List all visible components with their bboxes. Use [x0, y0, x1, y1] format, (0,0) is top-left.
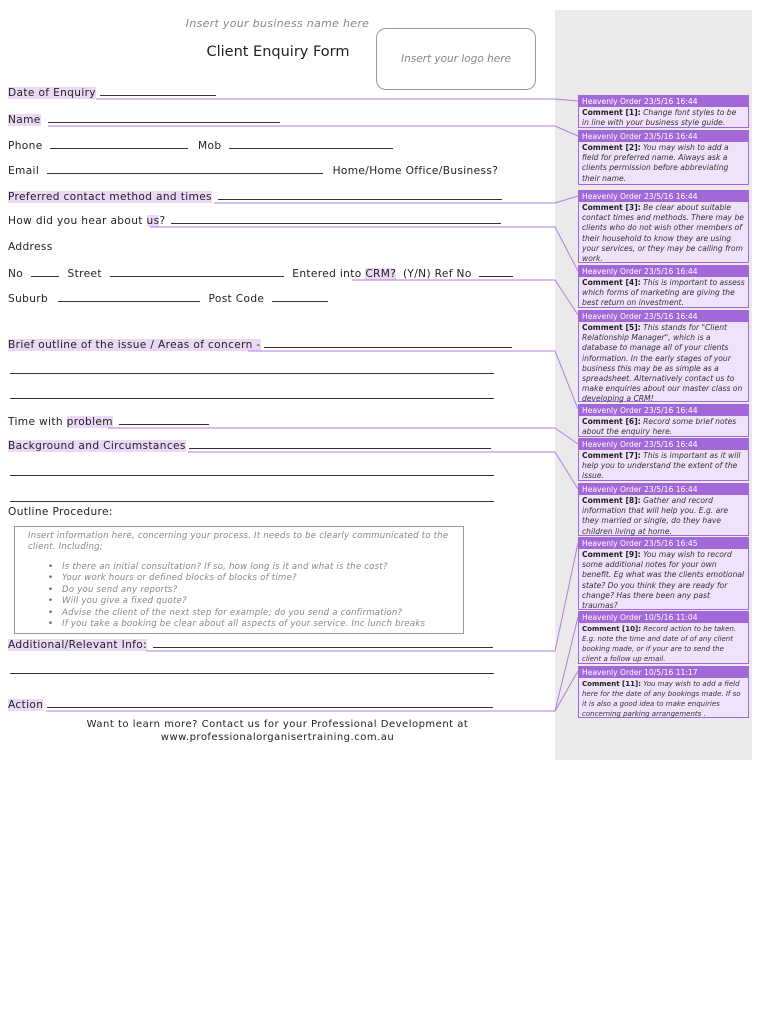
comment-6[interactable]: [578, 404, 749, 437]
background-label: Background and Circumstances: [8, 440, 186, 452]
hear-about-label: How did you hear about: [8, 215, 147, 227]
instruction-item: • Your work hours or defined blocks of blocks of time?: [62, 573, 455, 584]
comment-10[interactable]: [578, 611, 749, 664]
street-label: Street: [67, 268, 102, 280]
comment-5[interactable]: [578, 310, 749, 402]
suburb-label: Suburb: [8, 293, 49, 305]
comment-label: Comment [8]:: [582, 496, 641, 505]
additional-info-row: [8, 637, 493, 652]
phone-label: Phone: [8, 140, 43, 152]
comment-label: Comment [3]:: [582, 203, 641, 212]
form-title: Client Enquiry Form: [206, 44, 350, 60]
mob-label: Mob: [198, 140, 222, 152]
comment-2[interactable]: [578, 130, 749, 185]
comment-header: Heavenly Order 23/5/16 16:44: [579, 405, 748, 416]
name-row: [8, 112, 280, 127]
comment-header: Heavenly Order 23/5/16 16:44: [579, 439, 748, 450]
street-field[interactable]: [110, 266, 284, 277]
comment-4[interactable]: [578, 265, 749, 308]
email-type-label: Home/Home Office/Business?: [332, 165, 499, 177]
comment-3[interactable]: [578, 190, 749, 263]
comment-label: Comment [11]:: [582, 680, 641, 688]
logo-placeholder-text: Insert your logo here: [400, 53, 512, 65]
date-of-enquiry-label: Date of Enquiry: [8, 87, 96, 99]
procedure-instructions-box[interactable]: [14, 526, 464, 634]
comment-11[interactable]: [578, 666, 749, 718]
preferred-contact-field[interactable]: [218, 189, 502, 200]
comment-header: Heavenly Order 23/5/16 16:44: [579, 266, 748, 277]
comment-label: Comment [2]:: [582, 143, 641, 152]
business-name-placeholder: Insert your business name here: [185, 17, 370, 30]
comment-header: Heavenly Order 23/5/16 16:44: [579, 311, 748, 322]
instructions-list: [28, 562, 455, 630]
crm-highlight: CRM?: [365, 268, 397, 280]
comment-label: Comment [1]:: [582, 108, 641, 117]
email-row: [8, 163, 498, 178]
additional-info-label: Additional/Relevant Info:: [8, 639, 147, 651]
additional-info-line-2[interactable]: [10, 673, 494, 674]
suburb-field[interactable]: [58, 291, 200, 302]
comment-text: Be clear about suitable contact times and methods. There may be clients who do not wish other members of their household to know they are using your services, or they may be calling from work.: [582, 203, 744, 264]
suburb-row: [8, 291, 328, 306]
instruction-item: • If you take a booking be clear about all aspects of your service. Inc lunch breaks: [62, 619, 455, 630]
yn-ref-label: (Y/N) Ref No: [402, 268, 472, 280]
address-label: Address: [8, 241, 53, 253]
background-row: [8, 438, 491, 453]
background-field[interactable]: [189, 438, 491, 449]
preferred-contact-row: [8, 189, 502, 204]
preferred-contact-label: Preferred contact method and times: [8, 191, 212, 203]
brief-outline-field[interactable]: [264, 337, 512, 348]
background-line-2[interactable]: [10, 475, 494, 476]
comment-text: This stands for "Client Relationship Manager", which is a database to manage all of your clients information. In the early stages of your business this may be as simple as a spreadsheet. Alternatively contact us to make enquiries about our master class on developing a CRM!: [582, 323, 743, 404]
action-row: [8, 697, 493, 712]
footer: [0, 718, 555, 744]
address-row: [8, 266, 513, 281]
instruction-item: • Advise the client of the next step for example; do you send a confirmation?: [62, 608, 455, 619]
time-with-problem-field[interactable]: [119, 414, 209, 425]
comment-header: Heavenly Order 23/5/16 16:44: [579, 131, 748, 142]
instructions-intro: Insert information here, concerning your process. It needs to be clearly communicated to the client. Including;: [28, 531, 449, 552]
comment-text: You may wish to add a field for preferred name. Always ask a clients permission before abbreviating their name.: [582, 143, 729, 183]
comment-1[interactable]: [578, 95, 749, 128]
comment-header: Heavenly Order 10/5/16 11:17: [579, 667, 748, 678]
email-label: Email: [8, 165, 40, 177]
street-no-field[interactable]: [31, 266, 59, 277]
comment-7[interactable]: [578, 438, 749, 481]
logo-placeholder: [376, 28, 536, 90]
instruction-item: • Is there an initial consultation? If so, how long is it and what is the cost?: [62, 562, 455, 573]
comment-header: Heavenly Order 23/5/16 16:44: [579, 96, 748, 107]
comment-text: This is important as it will help you to understand the extent of the issue.: [582, 451, 741, 481]
date-of-enquiry-field[interactable]: [100, 85, 216, 96]
comment-header: Heavenly Order 23/5/16 16:45: [579, 538, 748, 549]
comment-text: You may wish to add a field here for the date of any bookings made. If so it is also a good idea to make enquiries concerning parking arrangements .: [582, 680, 741, 718]
background-line-3[interactable]: [10, 501, 494, 502]
postcode-field[interactable]: [272, 291, 328, 302]
additional-info-field[interactable]: [153, 637, 493, 648]
instruction-item: • Will you give a fixed quote?: [62, 596, 455, 607]
problem-highlight: problem: [66, 416, 113, 428]
comment-8[interactable]: [578, 483, 749, 536]
brief-outline-label: Brief outline of the issue / Areas of concern -: [8, 339, 261, 351]
comment-text: Record action to be taken. E.g. note the time and date of of any client booking made, or if your are to send the client a follow up email.: [582, 625, 737, 663]
brief-outline-row: [8, 337, 512, 352]
comment-header: Heavenly Order 23/5/16 16:44: [579, 484, 748, 495]
hear-about-qmark: ?: [159, 215, 166, 227]
comment-label: Comment [4]:: [582, 278, 641, 287]
comment-label: Comment [10]:: [582, 625, 641, 633]
email-field[interactable]: [47, 163, 323, 174]
entered-into-label: Entered into: [292, 268, 366, 280]
time-with-label: Time with: [8, 416, 67, 428]
ref-no-field[interactable]: [479, 266, 513, 277]
phone-row: [8, 138, 393, 153]
name-label: Name: [8, 114, 41, 126]
brief-outline-line-2[interactable]: [10, 373, 494, 374]
comment-text: Change font styles to be in line with your business style guide.: [582, 108, 737, 128]
hear-about-row: [8, 213, 501, 228]
comment-text: Record some brief notes about the enquiry here.: [582, 417, 737, 437]
hear-about-us-highlight: us: [146, 215, 160, 227]
outline-procedure-label: Outline Procedure:: [8, 506, 113, 518]
comment-text: This is important to assess which forms of marketing are giving the best return on investment.: [582, 278, 745, 308]
time-with-problem-row: [8, 414, 209, 429]
comment-header: Heavenly Order 10/5/16 11:04: [579, 612, 748, 623]
action-field[interactable]: [47, 697, 493, 708]
instruction-item: • Do you send any reports?: [62, 585, 455, 596]
footer-contact-text: Want to learn more? Contact us for your Professional Development at: [86, 719, 469, 730]
mob-field[interactable]: [229, 138, 393, 149]
date-of-enquiry-row: [8, 85, 216, 100]
comment-9[interactable]: [578, 537, 749, 610]
footer-website-link[interactable]: www.professionalorganisertraining.com.au: [160, 732, 395, 743]
action-label: Action: [8, 699, 44, 711]
comment-label: Comment [7]:: [582, 451, 641, 460]
comment-header: Heavenly Order 23/5/16 16:44: [579, 191, 748, 202]
comment-text: You may wish to record some additional notes for your own benefit. Eg what was the clients emotional state? Do you think they are ready for change? Has there been any past traumas?: [582, 550, 745, 611]
comment-text: Gather and record information that will help you. E.g. are they married or single, do they have children living at home.: [582, 496, 729, 536]
comment-label: Comment [5]:: [582, 323, 641, 332]
phone-field[interactable]: [50, 138, 188, 149]
brief-outline-line-3[interactable]: [10, 398, 494, 399]
hear-about-field[interactable]: [171, 213, 501, 224]
no-label: No: [8, 268, 24, 280]
name-field[interactable]: [48, 112, 280, 123]
comment-label: Comment [6]:: [582, 417, 641, 426]
postcode-label: Post Code: [208, 293, 265, 305]
comment-label: Comment [9]:: [582, 550, 641, 559]
